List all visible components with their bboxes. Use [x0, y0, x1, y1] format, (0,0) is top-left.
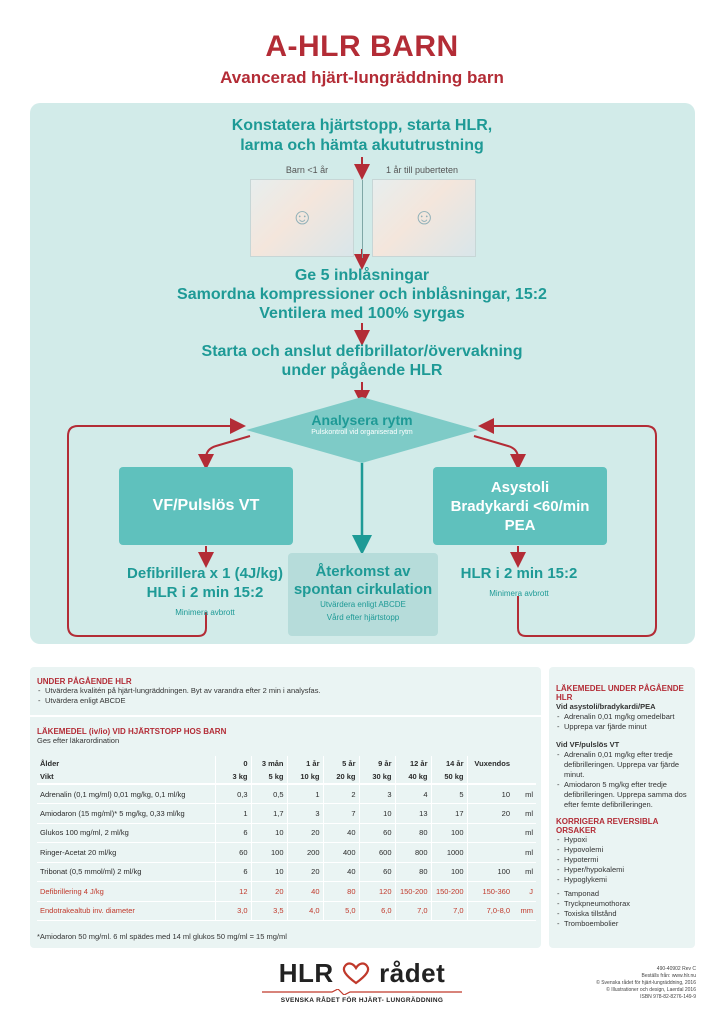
- cpr-note: Minimera avbrott: [489, 589, 549, 598]
- dosing-subheading: Ges efter läkarordination: [37, 736, 120, 745]
- meds-heading: LÄKEMEDEL UNDER PÅGÅENDE HLR: [556, 684, 684, 702]
- list-item: - Hypoxi: [556, 835, 692, 845]
- age-label-infant: Barn <1 år: [285, 165, 329, 175]
- page-subtitle: Avancerad hjärt-lungräddning barn: [220, 68, 504, 87]
- table-row: Defibrillering 4 J/kg 12 20 40 80 120 150-200 150-200 150-360 J: [37, 882, 536, 902]
- shock-action: Defibrillera x 1 (4J/kg) HLR i 2 min 15:2 Minimera avbrott: [118, 564, 292, 622]
- reversible-heading: KORRIGERA REVERSIBLA ORSAKER: [556, 817, 659, 835]
- table-row: Glukos 100 mg/ml, 2 ml/kg 6 10 20 40 60 80 100 ml: [37, 823, 536, 843]
- list-item: - Utvärdera kvalitén på hjärt-lungräddningen. Byt av varandra efter 2 min i analysfas.: [37, 686, 532, 696]
- dosing-heading-block: [37, 727, 532, 746]
- table-header-weight: Vikt 3 kg 5 kg 10 kg 20 kg 30 kg 40 kg 50 kg: [37, 770, 536, 784]
- vf-list: [556, 750, 692, 810]
- list-item: - Hypotermi: [556, 855, 692, 865]
- list-item: - Tamponad: [556, 889, 692, 899]
- rosc-box: [288, 553, 438, 636]
- during-list: [37, 686, 532, 706]
- asys-list: [556, 712, 692, 732]
- vf-heading: Vid VF/pulslös VT: [556, 740, 620, 749]
- nonshockable-box: Asystoli Bradykardi <60/min PEA: [433, 467, 607, 545]
- child-icon: ☺: [413, 204, 436, 229]
- rosc-line2: spontan cirkulation: [293, 581, 433, 598]
- logo-subtitle: SVENSKA RÅDET FÖR HJÄRT- LUNGRÄDDNING: [280, 997, 444, 1004]
- list-item: - Hyper/hypokalemi: [556, 865, 692, 875]
- during-heading: UNDER PÅGÅENDE HLR: [37, 677, 132, 686]
- dosing-heading: LÄKEMEDEL (iv/io) VID HJÄRTSTOPP HOS BARN: [37, 727, 227, 736]
- step-defibrillator: Starta och anslut defibrillator/övervakning under pågående HLR: [201, 343, 523, 379]
- dosing-table: [37, 756, 536, 921]
- asys-heading: Vid asystoli/bradykardi/PEA: [556, 702, 656, 711]
- rosc-note1: Utvärdera enligt ABCDE: [320, 600, 406, 609]
- rosc-line1: Återkomst av: [315, 563, 411, 580]
- shock-note: Minimera avbrott: [175, 608, 235, 617]
- table-row: Endotrakealtub inv. diameter 3,0 3,5 4,0 5,0 6,0 7,0 7,0 7,0-8,0 mm: [37, 901, 536, 921]
- logo-line: [262, 989, 462, 995]
- dosing-footnote: *Amiodaron 50 mg/ml. 6 ml spädes med 14 ml glukos 50 mg/ml = 15 mg/ml: [37, 932, 287, 941]
- child-cpr-illustration: [372, 179, 476, 257]
- analyse-title: Analysera rytm: [311, 412, 413, 428]
- infant-cpr-illustration: [250, 179, 354, 257]
- reversible-list-2: [556, 889, 692, 929]
- age-label-child: 1 år till puberteten: [385, 165, 459, 175]
- list-item: - Hypoglykemi: [556, 875, 692, 885]
- during-cpr-section: [37, 677, 532, 706]
- heart-icon: [341, 961, 371, 985]
- step-recognise: Konstatera hjärtstopp, starta HLR, larma och hämta akututrustning: [231, 117, 493, 154]
- arrow-right-branch: [474, 436, 518, 462]
- list-item: - Adrenalin 0,01 mg/kg omedelbart: [556, 712, 692, 722]
- reversible-list-1: [556, 835, 692, 885]
- logo-left: HLR: [278, 958, 334, 988]
- table-row: Amiodaron (15 mg/ml)* 5 mg/kg, 0,33 ml/kg 1 1,7 3 7 10 13 17 20 ml: [37, 804, 536, 824]
- list-item: - Utvärdera enligt ABCDE: [37, 696, 532, 706]
- cpr-action: HLR i 2 min 15:2 Minimera avbrott: [432, 564, 606, 603]
- list-item: - Toxiska tillstånd: [556, 909, 692, 919]
- infant-icon: ☺: [291, 204, 314, 229]
- analyse-subtitle: Pulskontroll vid organiserad rytm: [311, 429, 413, 436]
- table-row: Ringer-Acetat 20 ml/kg 60 100 200 400 600 800 1000 ml: [37, 843, 536, 863]
- table-row: Adrenalin (0,1 mg/ml) 0,01 mg/kg, 0,1 ml/kg 0,3 0,5 1 2 3 4 5 10 ml: [37, 784, 536, 804]
- meds-section: [556, 684, 692, 929]
- section-divider: [30, 715, 541, 717]
- analyse-rhythm: [262, 412, 462, 436]
- list-item: - Amiodaron 5 mg/kg efter tredje defibrilleringen. Upprepa samma dos efter femte defibrilleringen.: [556, 780, 692, 810]
- table-row: Tribonat (0,5 mmol/ml) 2 ml/kg 6 10 20 40 60 80 100 100 ml: [37, 862, 536, 882]
- table-header-age: Ålder 0 3 mån 1 år 5 år 9 år 12 år 14 år Vuxendos: [37, 756, 536, 770]
- page-title: A-HLR BARN: [265, 30, 459, 63]
- shockable-box: VF/Pulslös VT: [119, 467, 293, 545]
- illustration-divider: [362, 180, 363, 258]
- rosc-note2: Vård efter hjärtstopp: [326, 613, 400, 622]
- list-item: - Tromboembolier: [556, 919, 692, 929]
- arrow-left-branch: [206, 436, 250, 462]
- list-item: - Tryckpneumothorax: [556, 899, 692, 909]
- list-item: - Upprepa var fjärde minut: [556, 722, 692, 732]
- step-breaths: Ge 5 inblåsningar Samordna kompressioner och inblåsningar, 15:2 Ventilera med 100% syrgas: [177, 267, 547, 322]
- logo-right: rådet: [379, 958, 446, 988]
- list-item: - Adrenalin 0,01 mg/kg efter tredje defibrilleringen. Upprepa var fjärde minut.: [556, 750, 692, 780]
- list-item: - Hypovolemi: [556, 845, 692, 855]
- print-meta: 490-40902 Rev C Beställs från: www.hlr.nu © Svenska rådet för hjärt-lungräddning, 2016 © Illustrationer och design, Laerdal 2016 ISBN 978-82-8276-149-9: [596, 966, 696, 1000]
